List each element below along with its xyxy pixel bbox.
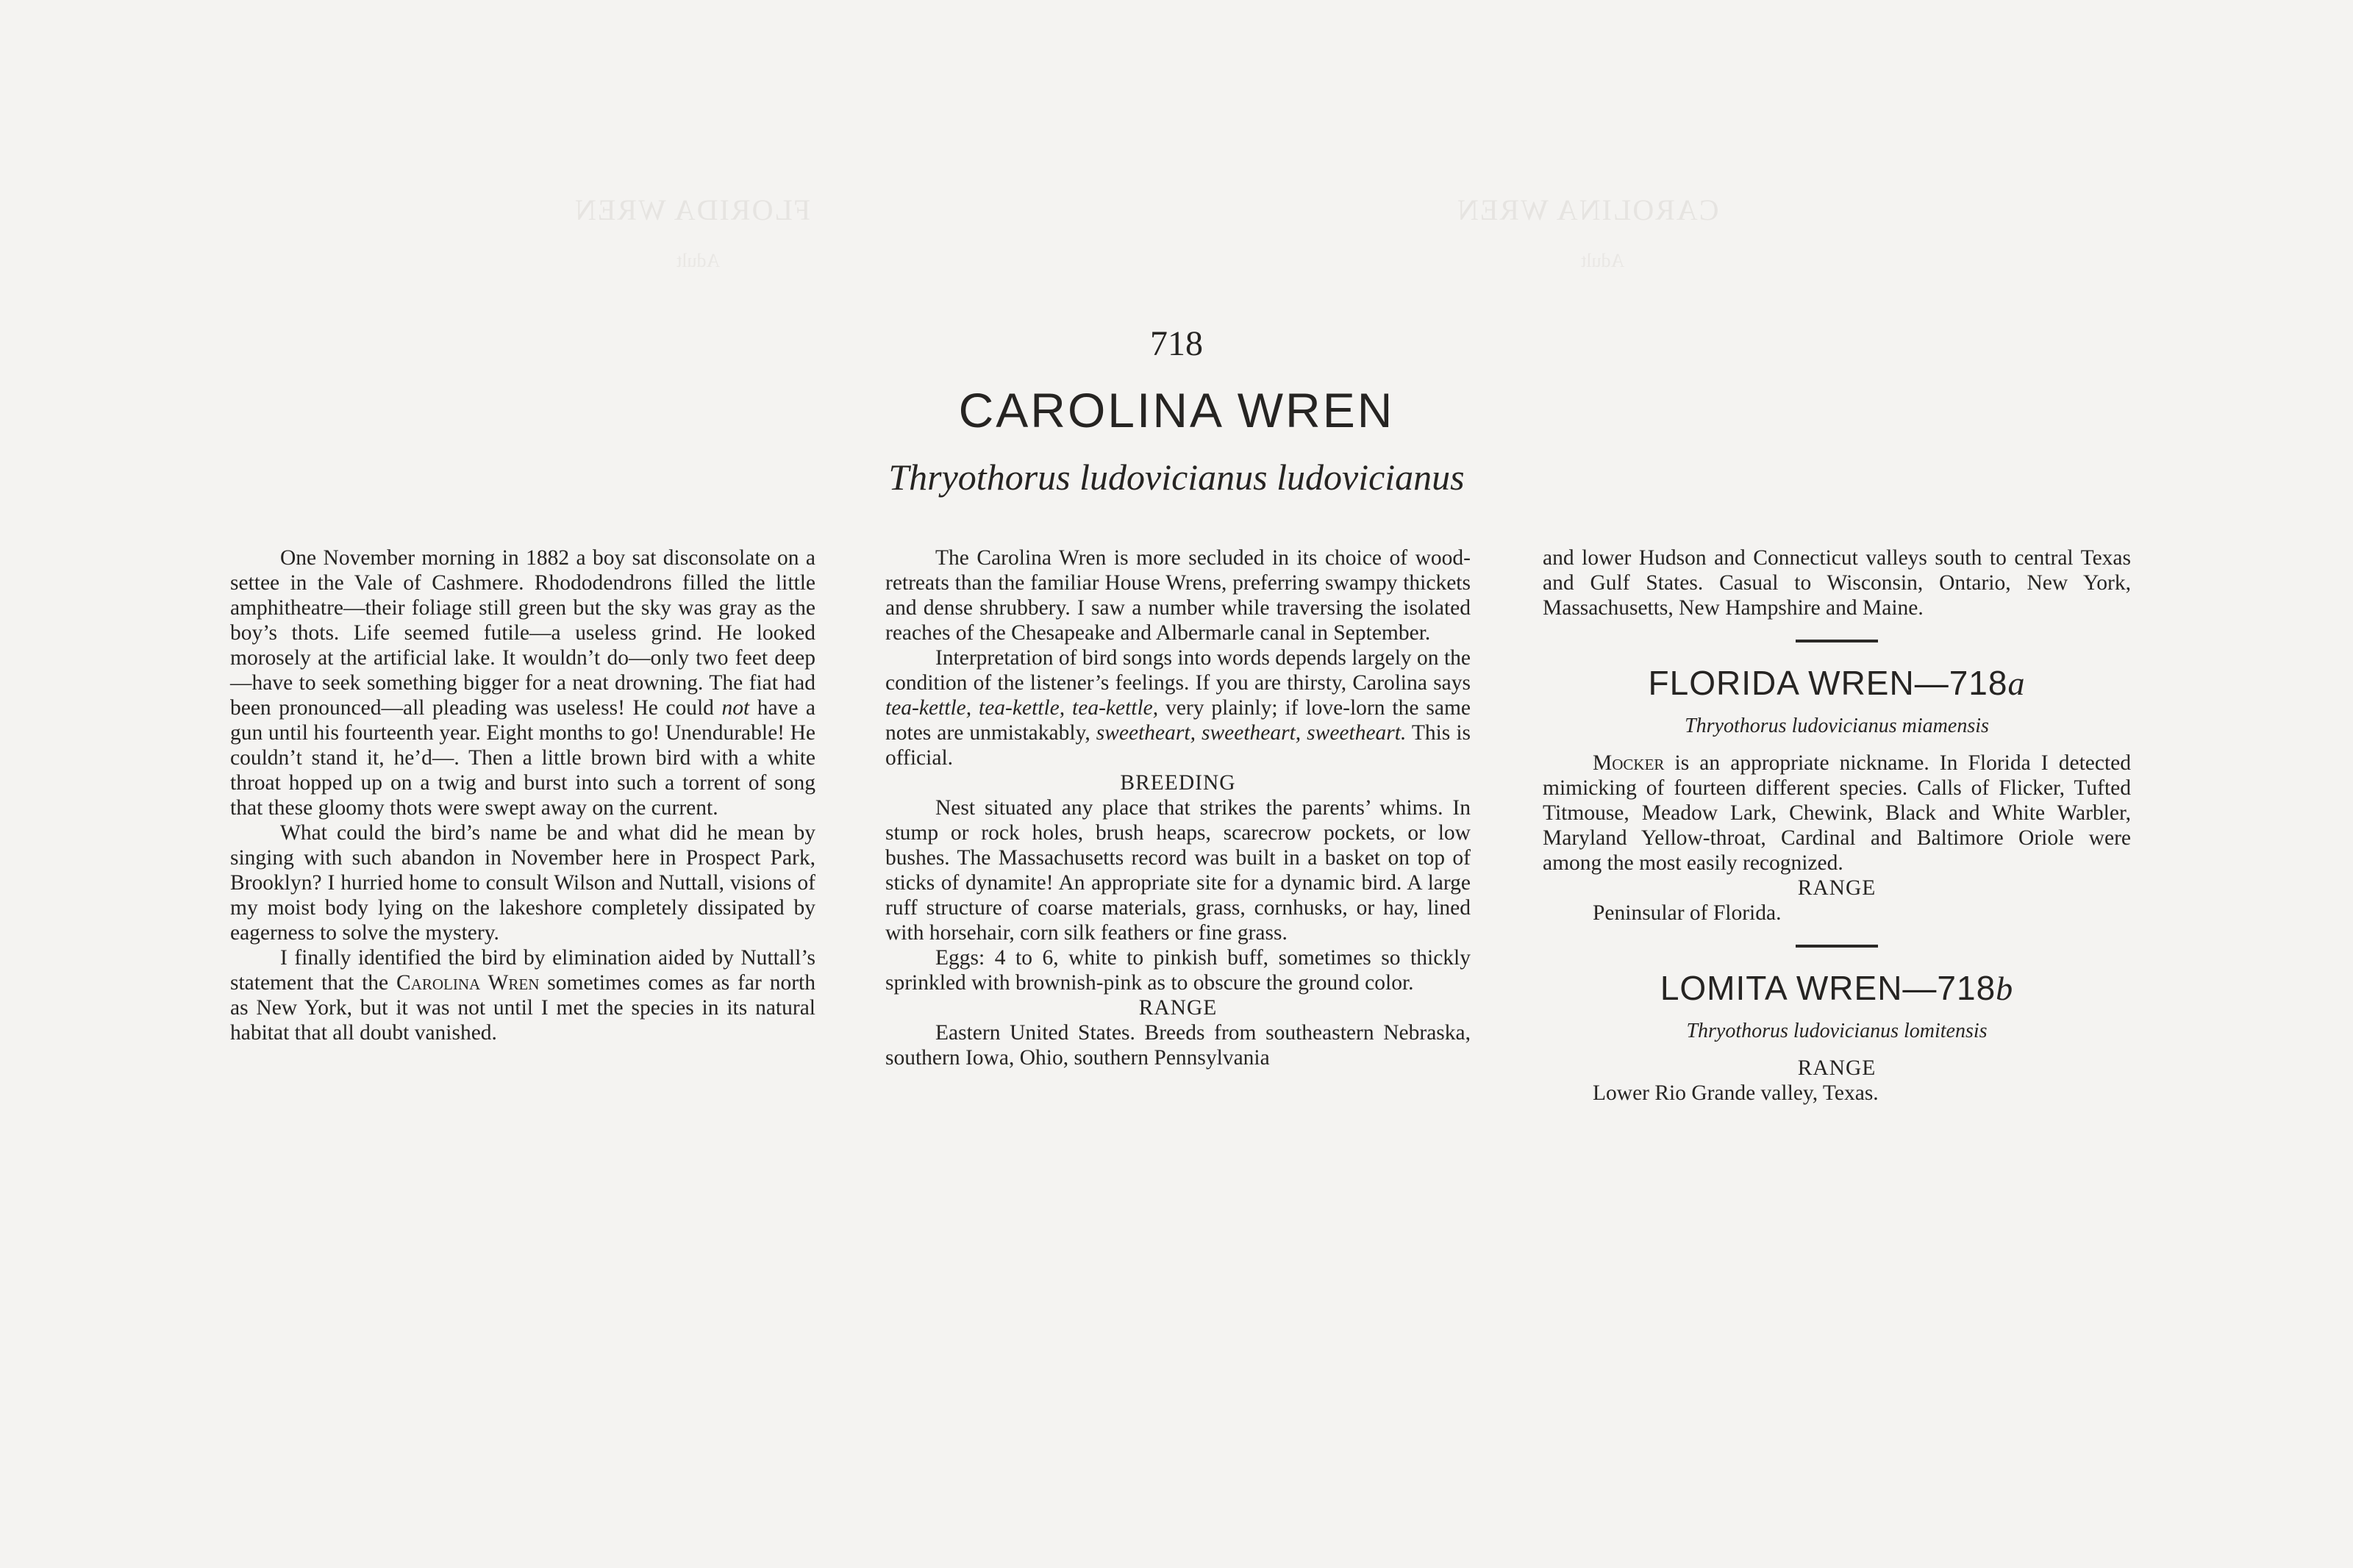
range-continued: and lower Hudson and Connecticut valleys south to central Texas and Gulf States. Casual to Wisconsin, Ontario, New York, Massachusetts, New Hampshire and Maine.	[1543, 546, 2131, 620]
text: Eastern United States. Breeds from southeastern Nebraska, southern Iowa, Ohio, southern Pennsylvania	[885, 1021, 1471, 1070]
paragraph	[230, 945, 815, 1045]
text: What could the bird’s name be and what did he mean by singing with such abandon in November here in Prospect Park, Brooklyn? I hurried home to consult Wilson and Nuttall, visions of my moist body lying on the lakeshore completely dissipated by eagerness to solve the mystery.	[230, 821, 815, 945]
bleed-through-sub-right: Adult	[1581, 250, 1625, 271]
text: Lower Rio Grande valley, Texas.	[1593, 1081, 1879, 1105]
text: very plainly; if love-lorn the same notes are unmistakably,	[885, 696, 1471, 745]
column-right	[1543, 545, 2131, 1106]
paragraph	[885, 645, 1471, 770]
divider	[1796, 945, 1878, 948]
paragraph	[1543, 1081, 2131, 1106]
text: Nest situated any place that strikes the parents’ whims. In stump or rock holes, brush heaps, scarecrow pockets, or low bushes. The Massachusetts record was built in a basket on top of sticks of dynamite! An appropriate site for a dynamic bird. A large ruff structure of coarse materials, grass, cornhusks, or hay, lined with horsehair, corn silk feathers or fine grass.	[885, 796, 1471, 945]
florida-wren-scientific-name: Thryothorus ludovicianus miamensis	[1685, 715, 1989, 737]
paragraph	[885, 545, 1471, 645]
paragraph	[230, 545, 815, 820]
text: Interpretation of bird songs into words depends largely on the condition of the listener’s feelings. If you are thirsty, Carolina says	[885, 646, 1471, 695]
scientific-name: Thryothorus ludovicianus ludovicianus	[888, 457, 1465, 498]
paragraph	[230, 820, 815, 945]
paragraph	[1543, 751, 2131, 876]
lomita-wren-title	[1543, 968, 2131, 1009]
emphasis: sweetheart, sweetheart, sweetheart.	[1096, 721, 1407, 745]
breeding-heading: BREEDING	[1120, 771, 1236, 795]
range-heading: RANGE	[1138, 996, 1218, 1020]
small-caps-name: Mocker	[1593, 751, 1665, 775]
text: Eggs: 4 to 6, white to pinkish buff, sometimes so thickly sprinkled with brownish-pink as to obscure the ground color.	[885, 946, 1471, 995]
text: I finally identified the bird by elimination aided by Nuttall’s statement that the	[230, 946, 815, 995]
text: Peninsular of Florida.	[1593, 901, 1782, 925]
bleed-through-title-right: CAROLINA WREN	[1456, 193, 1719, 226]
text: have a gun until his fourteenth year. Eight months to go! Unendurable! He couldn’t stand it, he’d—. Then a little brown bird with a white throat hopped up on a twig and burst into such a torrent of song that these gloomy thots were swept away on the current.	[230, 696, 815, 820]
title-text: LOMITA WREN—718	[1660, 969, 1996, 1007]
range-heading: RANGE	[1797, 876, 1877, 900]
paragraph	[885, 1020, 1471, 1070]
text: This is official.	[885, 721, 1471, 770]
title-suffix: b	[1996, 970, 2014, 1007]
column-left	[230, 545, 815, 1045]
title-suffix: a	[2007, 665, 2026, 702]
page-number: 718	[1150, 324, 1203, 363]
text: The Carolina Wren is more secluded in its choice of wood-retreats than the familiar House Wrens, preferring swampy thickets and dense shrubbery. I saw a number while traversing the isolated reaches of the Chesapeake and Albermarle canal in September.	[885, 546, 1471, 645]
page-title: CAROLINA WREN	[958, 383, 1395, 437]
text: sometimes comes as far north as New York, but it was not until I met the species in its natural habitat that all doubt vanished.	[230, 971, 815, 1045]
emphasis: tea-kettle, tea-kettle, tea-kettle,	[885, 696, 1159, 720]
bleed-through-sub-left: Adult	[676, 250, 721, 271]
paragraph	[885, 795, 1471, 945]
florida-wren-title	[1543, 663, 2131, 704]
small-caps-name: Carolina Wren	[396, 971, 540, 995]
emphasis: not	[721, 696, 750, 720]
paragraph	[1543, 901, 2131, 926]
column-middle	[885, 545, 1471, 1070]
range-heading: RANGE	[1797, 1056, 1877, 1080]
text: is an appropriate nickname. In Florida I detected mimicking of fourteen different species. Calls of Flicker, Tufted Titmouse, Meadow Lark, Chewink, Black and White Warbler, Maryland Yellow-throat, Cardinal and Baltimore Oriole were among the most easily recognized.	[1543, 751, 2131, 875]
text: One November morning in 1882 a boy sat disconsolate on a settee in the Vale of Cashmere. Rhododendrons filled the little amphitheatre—their foliage still green but the sky was gray as the boy’s thots. Life seemed futile—a useless grind. He looked morosely at the artificial lake. It wouldn’t do—only two feet deep —have to seek something bigger for a neat drowning. The fiat had been pronounced—all pleading was useless! He could	[230, 546, 815, 720]
paragraph	[885, 945, 1471, 995]
divider	[1796, 640, 1878, 642]
title-text: FLORIDA WREN—718	[1648, 664, 2008, 702]
bleed-through-title-left: FLORIDA WREN	[574, 193, 811, 226]
lomita-wren-scientific-name: Thryothorus ludovicianus lomitensis	[1686, 1020, 1988, 1042]
